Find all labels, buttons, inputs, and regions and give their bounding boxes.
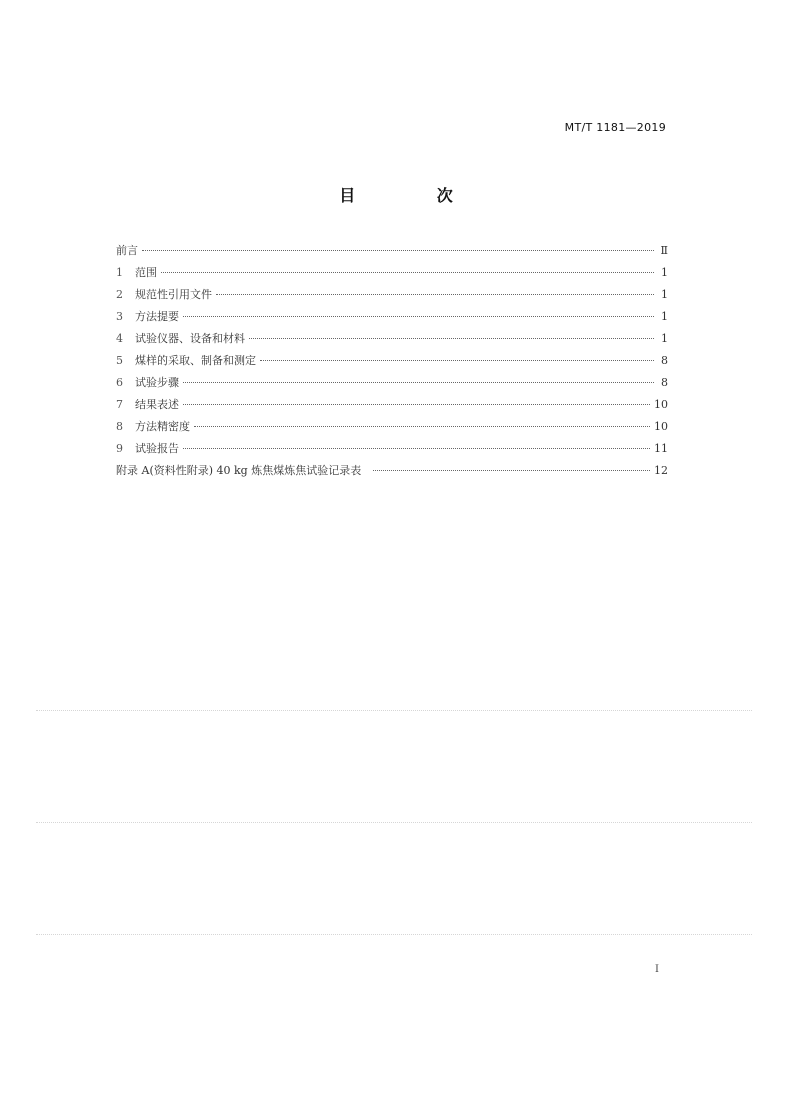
toc-entry-page: 8 bbox=[661, 376, 668, 389]
toc-entry-label: 前言 bbox=[116, 244, 138, 257]
toc-entry-3[interactable] bbox=[116, 306, 668, 328]
toc-entry-page: 12 bbox=[654, 464, 668, 477]
page-number: I bbox=[655, 964, 659, 975]
toc-list bbox=[116, 240, 668, 482]
toc-entry-number: 9 bbox=[116, 442, 123, 455]
toc-entry-label: 试验仪器、设备和材料 bbox=[135, 332, 245, 345]
toc-leader-dots bbox=[183, 403, 650, 405]
toc-leader-dots bbox=[183, 447, 650, 449]
page-divider bbox=[36, 710, 752, 711]
toc-entry-label: 煤样的采取、制备和测定 bbox=[135, 354, 256, 367]
toc-entry-page: 8 bbox=[661, 354, 668, 367]
toc-entry-foreword[interactable] bbox=[116, 240, 668, 262]
toc-entry-page: 1 bbox=[661, 332, 668, 345]
toc-leader-dots bbox=[142, 249, 654, 251]
toc-entry-page: 1 bbox=[661, 310, 668, 323]
toc-entry-page: 1 bbox=[661, 288, 668, 301]
toc-entry-8[interactable] bbox=[116, 416, 668, 438]
toc-entry-label: 方法提要 bbox=[135, 310, 179, 323]
toc-entry-7[interactable] bbox=[116, 394, 668, 416]
toc-entry-number: 6 bbox=[116, 376, 123, 389]
toc-leader-dots bbox=[161, 271, 654, 273]
toc-entry-label: 规范性引用文件 bbox=[135, 288, 212, 301]
toc-entry-page: 11 bbox=[654, 442, 668, 455]
toc-leader-dots bbox=[216, 293, 654, 295]
toc-entry-number: 4 bbox=[116, 332, 123, 345]
toc-entry-label: 试验报告 bbox=[135, 442, 179, 455]
toc-leader-dots bbox=[249, 337, 654, 339]
toc-entry-label: 结果表述 bbox=[135, 398, 179, 411]
page-divider bbox=[36, 822, 752, 823]
toc-entry-appendix-a[interactable] bbox=[116, 460, 668, 482]
toc-entry-9[interactable] bbox=[116, 438, 668, 460]
toc-entry-number: 1 bbox=[116, 266, 123, 279]
toc-title: 目 次 bbox=[339, 186, 491, 205]
toc-entry-label: 试验步骤 bbox=[135, 376, 179, 389]
toc-entry-number: 5 bbox=[116, 354, 123, 367]
toc-entry-page: 10 bbox=[654, 420, 668, 433]
toc-entry-4[interactable] bbox=[116, 328, 668, 350]
toc-entry-2[interactable] bbox=[116, 284, 668, 306]
document-code: MT/T 1181—2019 bbox=[564, 121, 666, 134]
toc-leader-dots bbox=[183, 315, 654, 317]
toc-entry-label: 附录 A(资料性附录) 40 kg 炼焦煤炼焦试验记录表 bbox=[116, 464, 362, 477]
toc-leader-dots bbox=[194, 425, 650, 427]
toc-entry-label: 范围 bbox=[135, 266, 157, 279]
toc-leader-dots bbox=[183, 381, 654, 383]
toc-entry-label: 方法精密度 bbox=[135, 420, 190, 433]
toc-leader-dots bbox=[260, 359, 654, 361]
page-divider bbox=[36, 934, 752, 935]
toc-entry-1[interactable] bbox=[116, 262, 668, 284]
toc-entry-5[interactable] bbox=[116, 350, 668, 372]
toc-entry-page: 10 bbox=[654, 398, 668, 411]
toc-entry-number: 2 bbox=[116, 288, 123, 301]
toc-entry-6[interactable] bbox=[116, 372, 668, 394]
toc-entry-number: 7 bbox=[116, 398, 123, 411]
toc-leader-dots bbox=[373, 469, 650, 471]
toc-entry-page: Ⅱ bbox=[660, 244, 668, 257]
toc-entry-number: 3 bbox=[116, 310, 123, 323]
toc-entry-number: 8 bbox=[116, 420, 123, 433]
toc-entry-page: 1 bbox=[661, 266, 668, 279]
